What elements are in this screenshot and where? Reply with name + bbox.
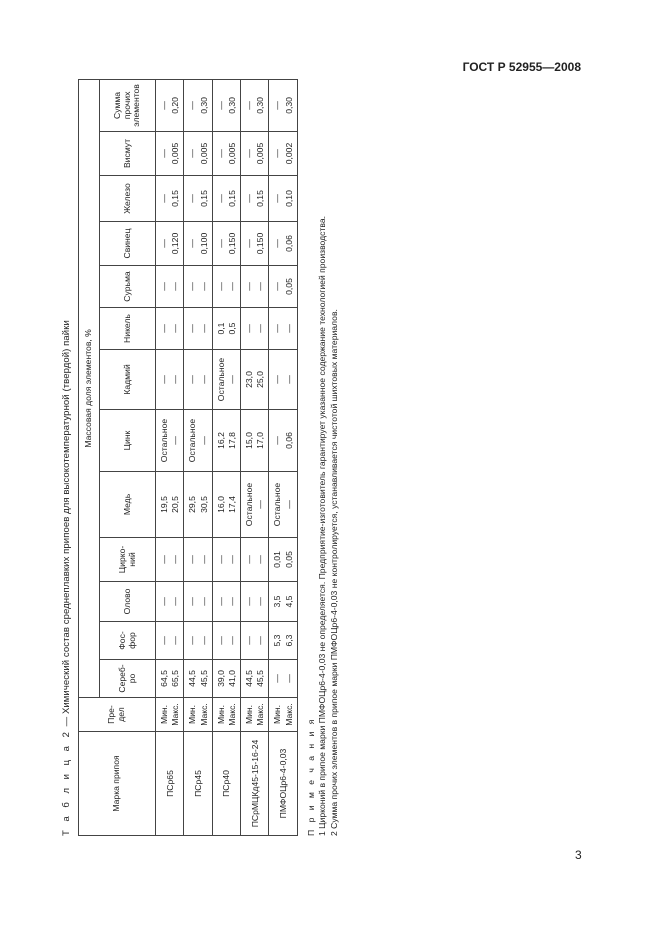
value-cell: Остальное — [269, 472, 297, 538]
rotated-table-block [60, 36, 360, 836]
value-cell: — 0,05 [269, 266, 297, 308]
header-brand: Марка припоя [79, 732, 156, 836]
brand-cell: ПСр40 [212, 732, 240, 836]
value-cell: — 0,005 [184, 132, 212, 176]
value-cell: 44,5 45,5 [241, 660, 269, 698]
value-cell: — 0,005 [156, 132, 184, 176]
brand-cell: ПСр65 [156, 732, 184, 836]
value-cell: — 0,30 [212, 79, 240, 131]
value-cell: — — [212, 622, 240, 660]
value-cell: 3,5 4,5 [269, 582, 297, 622]
standard-header: ГОСТ Р 52955—2008 [462, 60, 581, 74]
header-element: Цирко- ний [100, 538, 156, 582]
value-cell: 23,0 25,0 [241, 350, 269, 410]
note-2: 2 Сумма прочих элементов в припое марки ПМФОЦр6-4-0,03 не контролируется, устанавливается чистотой шихтовых материалов. [328, 309, 339, 836]
brand-cell: ПСрМЦКд45-15-16-24 [241, 732, 269, 836]
value-cell: — — [184, 308, 212, 350]
value-cell: 15,0 17,0 [241, 410, 269, 472]
value-cell: 0,01 0,05 [269, 538, 297, 582]
value-cell: — — [269, 660, 297, 698]
value-cell: — — [241, 308, 269, 350]
notes-title: П р и м е ч а н и я [305, 717, 316, 836]
table-row [184, 79, 212, 835]
table-row [212, 79, 240, 835]
limit-cell: Мин. Макс. [241, 698, 269, 732]
value-cell: — — [184, 266, 212, 308]
value-cell: — — [184, 538, 212, 582]
limit-cell: Мин. Макс. [184, 698, 212, 732]
table-body [156, 79, 298, 835]
value-cell: Остальное — [156, 410, 184, 472]
table-caption [60, 36, 74, 836]
value-cell: — 0,150 [212, 222, 240, 266]
table-row [156, 79, 184, 835]
limit-cell: Мин. Макс. [269, 698, 297, 732]
value-cell: 44,5 45,5 [184, 660, 212, 698]
header-element: Олово [100, 582, 156, 622]
header-element: Сереб- ро [100, 660, 156, 698]
header-element: Медь [100, 472, 156, 538]
value-cell: — 0,15 [156, 176, 184, 222]
brand-cell: ПСр45 [184, 732, 212, 836]
notes-block [306, 36, 341, 836]
value-cell: — 0,120 [156, 222, 184, 266]
value-cell: — 0,30 [269, 79, 297, 131]
value-cell: — — [156, 582, 184, 622]
value-cell: — — [184, 622, 212, 660]
value-cell: — 0,30 [184, 79, 212, 131]
value-cell: Остальное — [184, 410, 212, 472]
value-cell: — — [156, 266, 184, 308]
caption-text: — Химический состав среднеплавких припоев для высокотемпературной (твердой) пайки [61, 320, 72, 730]
value-cell: — 0,005 [212, 132, 240, 176]
limit-cell: Мин. Макс. [156, 698, 184, 732]
value-cell: — 0,15 [241, 176, 269, 222]
value-cell: 0,1 0,5 [212, 308, 240, 350]
value-cell: 5,3 6,3 [269, 622, 297, 660]
value-cell: — — [241, 622, 269, 660]
value-cell: — 0,150 [241, 222, 269, 266]
page-number: 3 [575, 848, 582, 862]
value-cell: — 0,30 [241, 79, 269, 131]
note-1: 1 Цирконий в припое марки ПМФОЦр6-4-0,03 не определяется. Предприятие-изготовитель гарантирует указанное содержание технологией производства. [317, 215, 328, 836]
value-cell: — — [156, 308, 184, 350]
value-cell: 29,5 30,5 [184, 472, 212, 538]
value-cell: — — [156, 538, 184, 582]
value-cell: — 0,100 [184, 222, 212, 266]
header-group: Массовая доля элементов, % [79, 79, 100, 697]
value-cell: 19,5 20,5 [156, 472, 184, 538]
value-cell: — — [212, 582, 240, 622]
header-element: Висмут [100, 132, 156, 176]
value-cell: — 0,002 [269, 132, 297, 176]
value-cell: — — [269, 308, 297, 350]
header-element: Фос- фор [100, 622, 156, 660]
value-cell: 39,0 41,0 [212, 660, 240, 698]
header-element: Цинк [100, 410, 156, 472]
value-cell: — 0,06 [269, 222, 297, 266]
table-row [269, 79, 297, 835]
brand-cell: ПМФОЦр6-4-0,03 [269, 732, 297, 836]
value-cell: — — [241, 266, 269, 308]
value-cell: Остальное — [212, 350, 240, 410]
header-limit: Пре- дел [79, 698, 156, 732]
value-cell: — — [184, 582, 212, 622]
composition-table [78, 79, 298, 836]
value-cell: — 0,20 [156, 79, 184, 131]
header-element: Свинец [100, 222, 156, 266]
value-cell: — 0,06 [269, 410, 297, 472]
value-cell: — — [212, 538, 240, 582]
value-cell: — — [156, 350, 184, 410]
header-element: Сурьма [100, 266, 156, 308]
value-cell: — 0,005 [241, 132, 269, 176]
header-element: Кадмий [100, 350, 156, 410]
value-cell: — — [184, 350, 212, 410]
value-cell: — — [156, 622, 184, 660]
value-cell: — 0,15 [184, 176, 212, 222]
value-cell: 16,2 17,8 [212, 410, 240, 472]
value-cell: Остальное — [241, 472, 269, 538]
header-element: Железо [100, 176, 156, 222]
limit-cell: Мин. Макс. [212, 698, 240, 732]
value-cell: — 0,15 [212, 176, 240, 222]
header-element: Никель [100, 308, 156, 350]
caption-label: Т а б л и ц а 2 [61, 729, 72, 836]
value-cell: — — [241, 582, 269, 622]
value-cell: — — [241, 538, 269, 582]
table-row [241, 79, 269, 835]
header-element: Сумма прочих элементов [100, 79, 156, 131]
value-cell: — 0,10 [269, 176, 297, 222]
value-cell: — — [212, 266, 240, 308]
value-cell: 64,5 65,5 [156, 660, 184, 698]
value-cell: — — [269, 350, 297, 410]
value-cell: 16,0 17,4 [212, 472, 240, 538]
